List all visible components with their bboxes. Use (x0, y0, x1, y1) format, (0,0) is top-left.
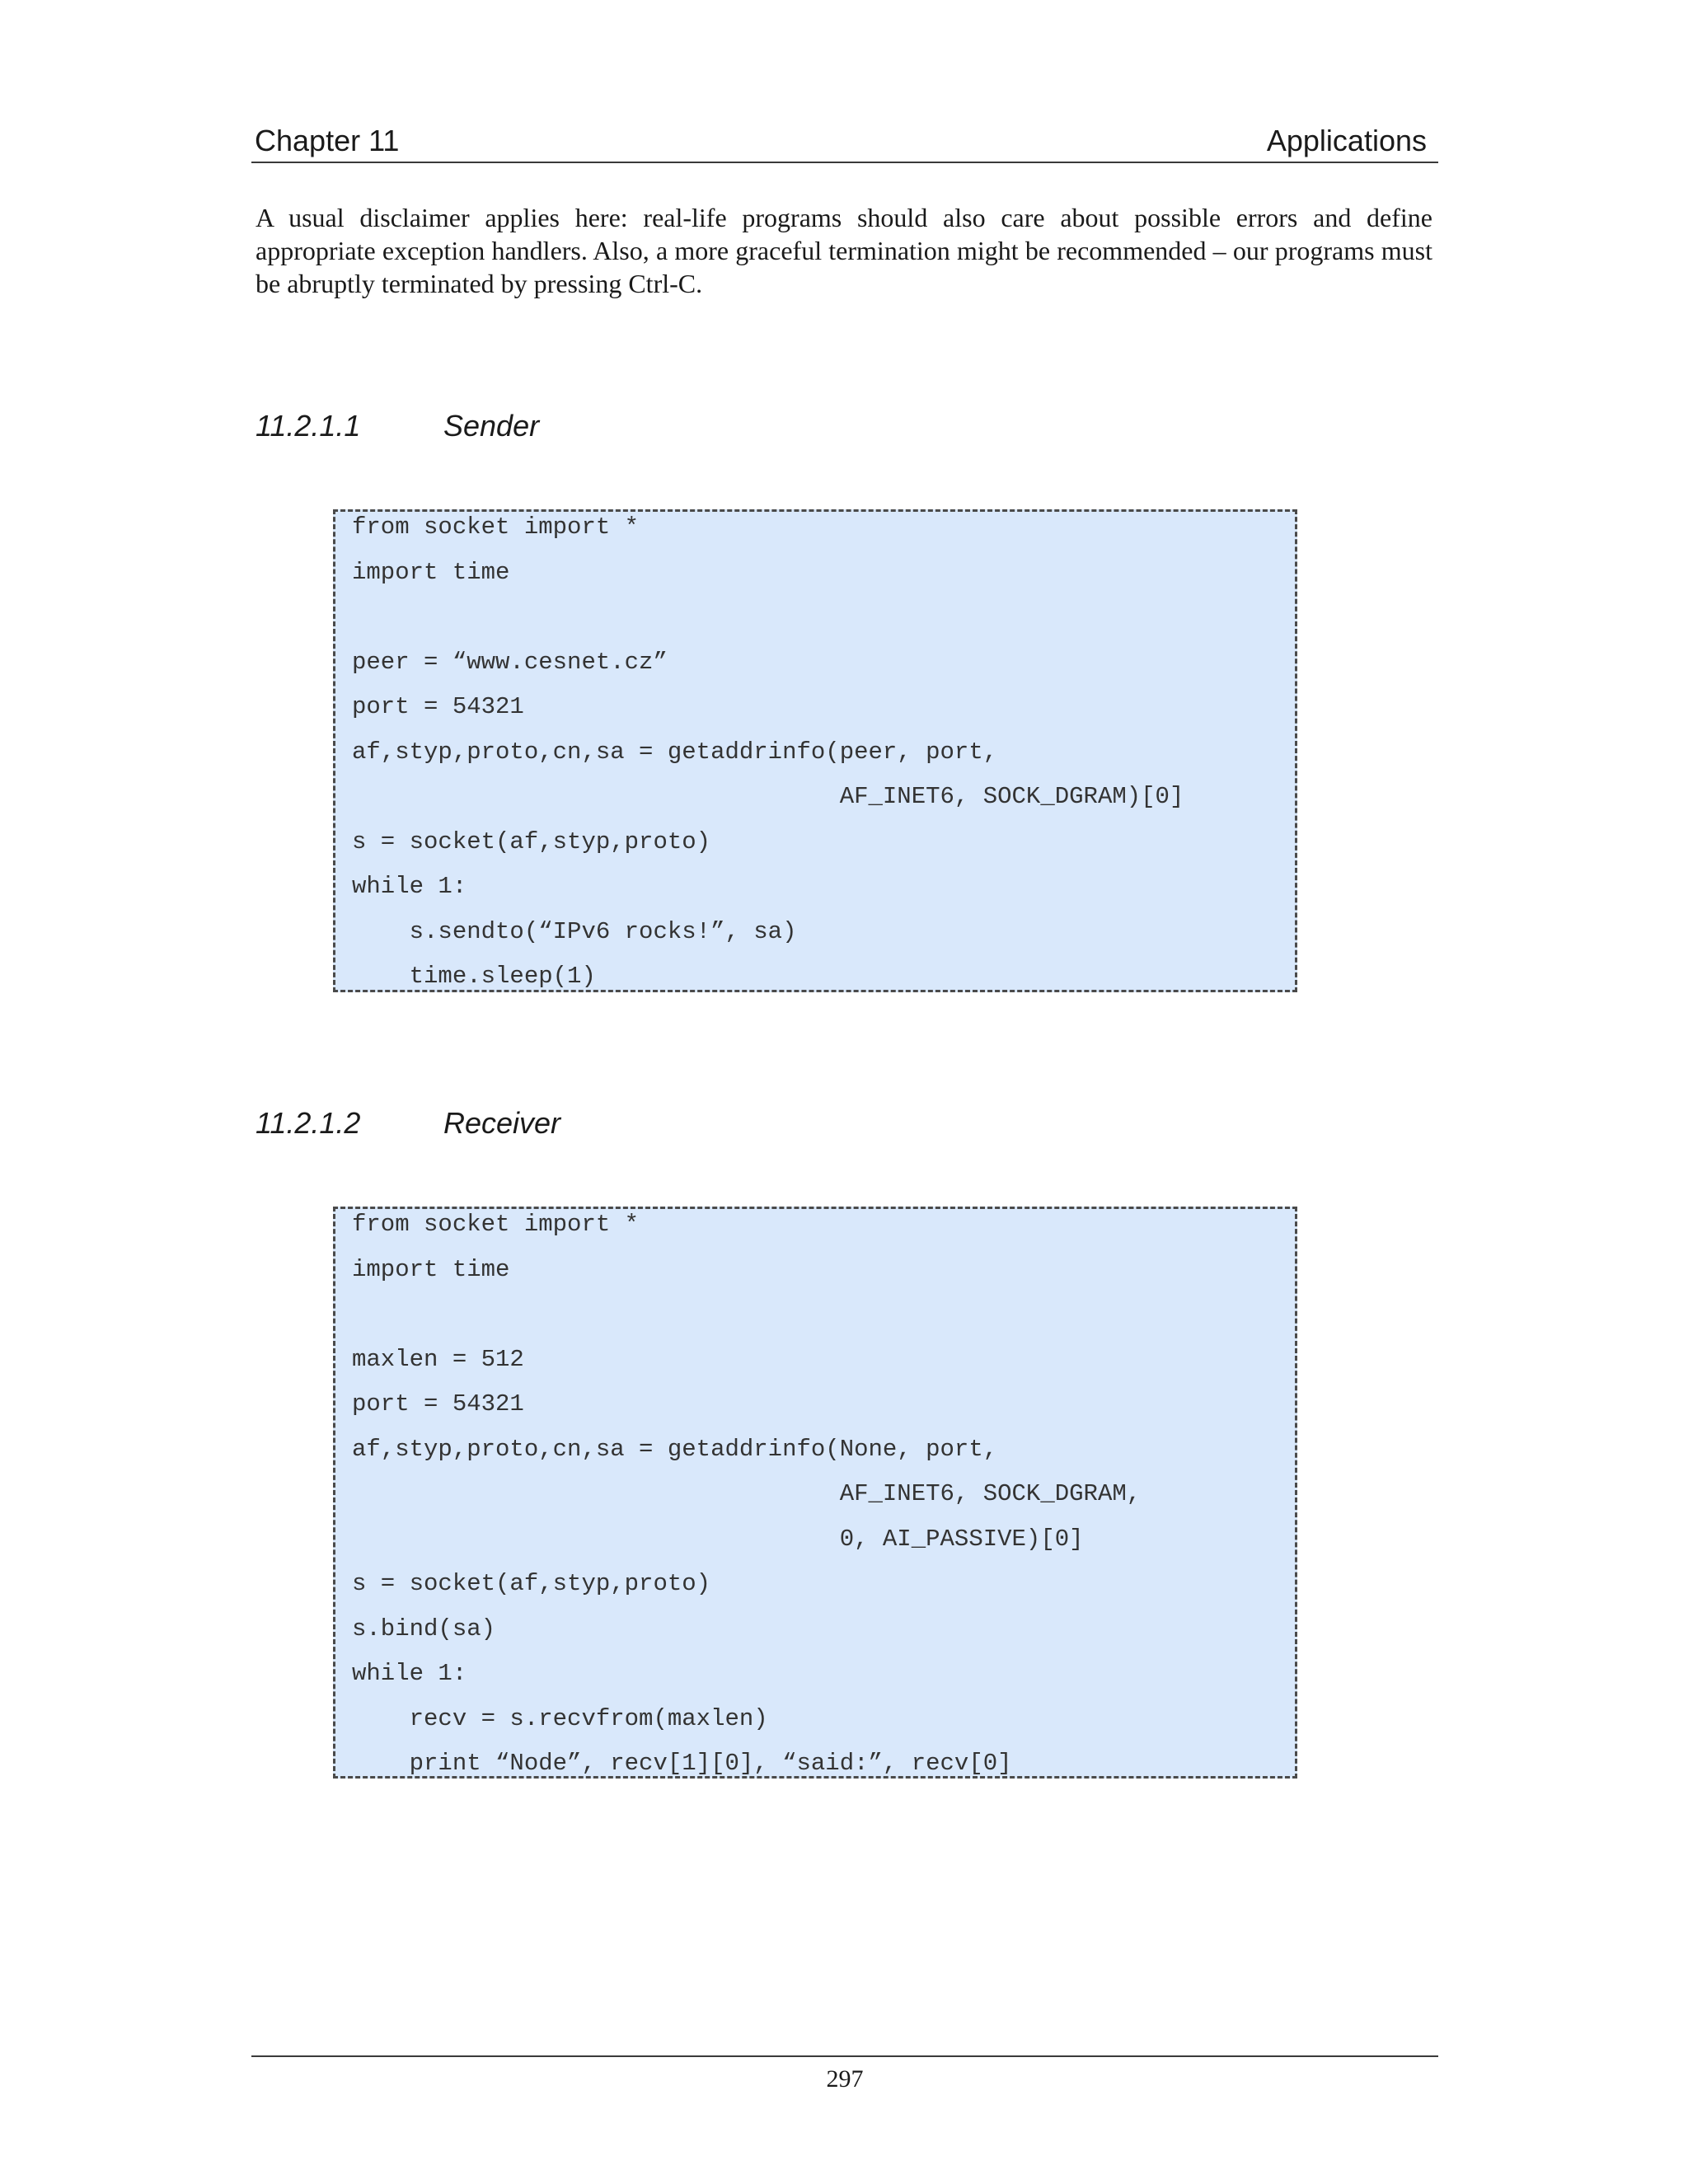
code-line: from socket import * (352, 513, 640, 541)
code-line: import time (352, 558, 510, 586)
receiver-heading-number: 11.2.1.2 (256, 1106, 361, 1140)
running-header (251, 117, 1438, 163)
code-line: time.sleep(1) (352, 963, 596, 990)
sender-heading (256, 409, 539, 443)
chapter-label: Chapter 11 (255, 124, 400, 157)
page-number: 297 (826, 2065, 864, 2093)
code-line: s = socket(af,styp,proto) (352, 1570, 711, 1597)
receiver-heading-title: Receiver (443, 1106, 561, 1140)
code-line: port = 54321 (352, 1390, 524, 1418)
page-footer (251, 2055, 1438, 2093)
sender-heading-title: Sender (443, 409, 540, 443)
code-line: 0, AI_PASSIVE)[0] (352, 1525, 1084, 1553)
section-label: Applications (1266, 124, 1427, 157)
code-line: while 1: (352, 1660, 467, 1687)
code-line (352, 602, 1295, 647)
code-line: AF_INET6, SOCK_DGRAM)[0] (352, 783, 1184, 810)
code-line: recv = s.recvfrom(maxlen) (352, 1704, 768, 1732)
receiver-code-block (333, 1207, 1297, 1779)
sender-code-block (333, 509, 1297, 992)
receiver-heading (256, 1106, 560, 1141)
code-line: port = 54321 (352, 693, 524, 720)
code-line: from socket import * (352, 1211, 640, 1238)
code-line: print “Node”, recv[1][0], “said:”, recv[0] (352, 1750, 1012, 1777)
code-line (352, 1299, 1295, 1344)
intro-paragraph: A usual disclaimer applies here: real-life programs should also care about possible errors and define appropriate exception handlers. Also, a more graceful termination might be recommended – our programs must be abruptly terminated by pressing Ctrl-C. (256, 203, 1432, 298)
code-line: s.sendto(“IPv6 rocks!”, sa) (352, 917, 797, 945)
code-line: peer = “www.cesnet.cz” (352, 648, 668, 676)
code-line: AF_INET6, SOCK_DGRAM, (352, 1480, 1142, 1507)
code-line: maxlen = 512 (352, 1345, 524, 1373)
code-line: while 1: (352, 873, 467, 900)
code-line: s = socket(af,styp,proto) (352, 827, 711, 855)
sender-heading-number: 11.2.1.1 (256, 409, 361, 443)
code-line: s.bind(sa) (352, 1615, 496, 1643)
code-line: af,styp,proto,cn,sa = getaddrinfo(peer, port, (352, 738, 998, 766)
code-line: af,styp,proto,cn,sa = getaddrinfo(None, port, (352, 1435, 998, 1463)
code-line: import time (352, 1255, 510, 1283)
